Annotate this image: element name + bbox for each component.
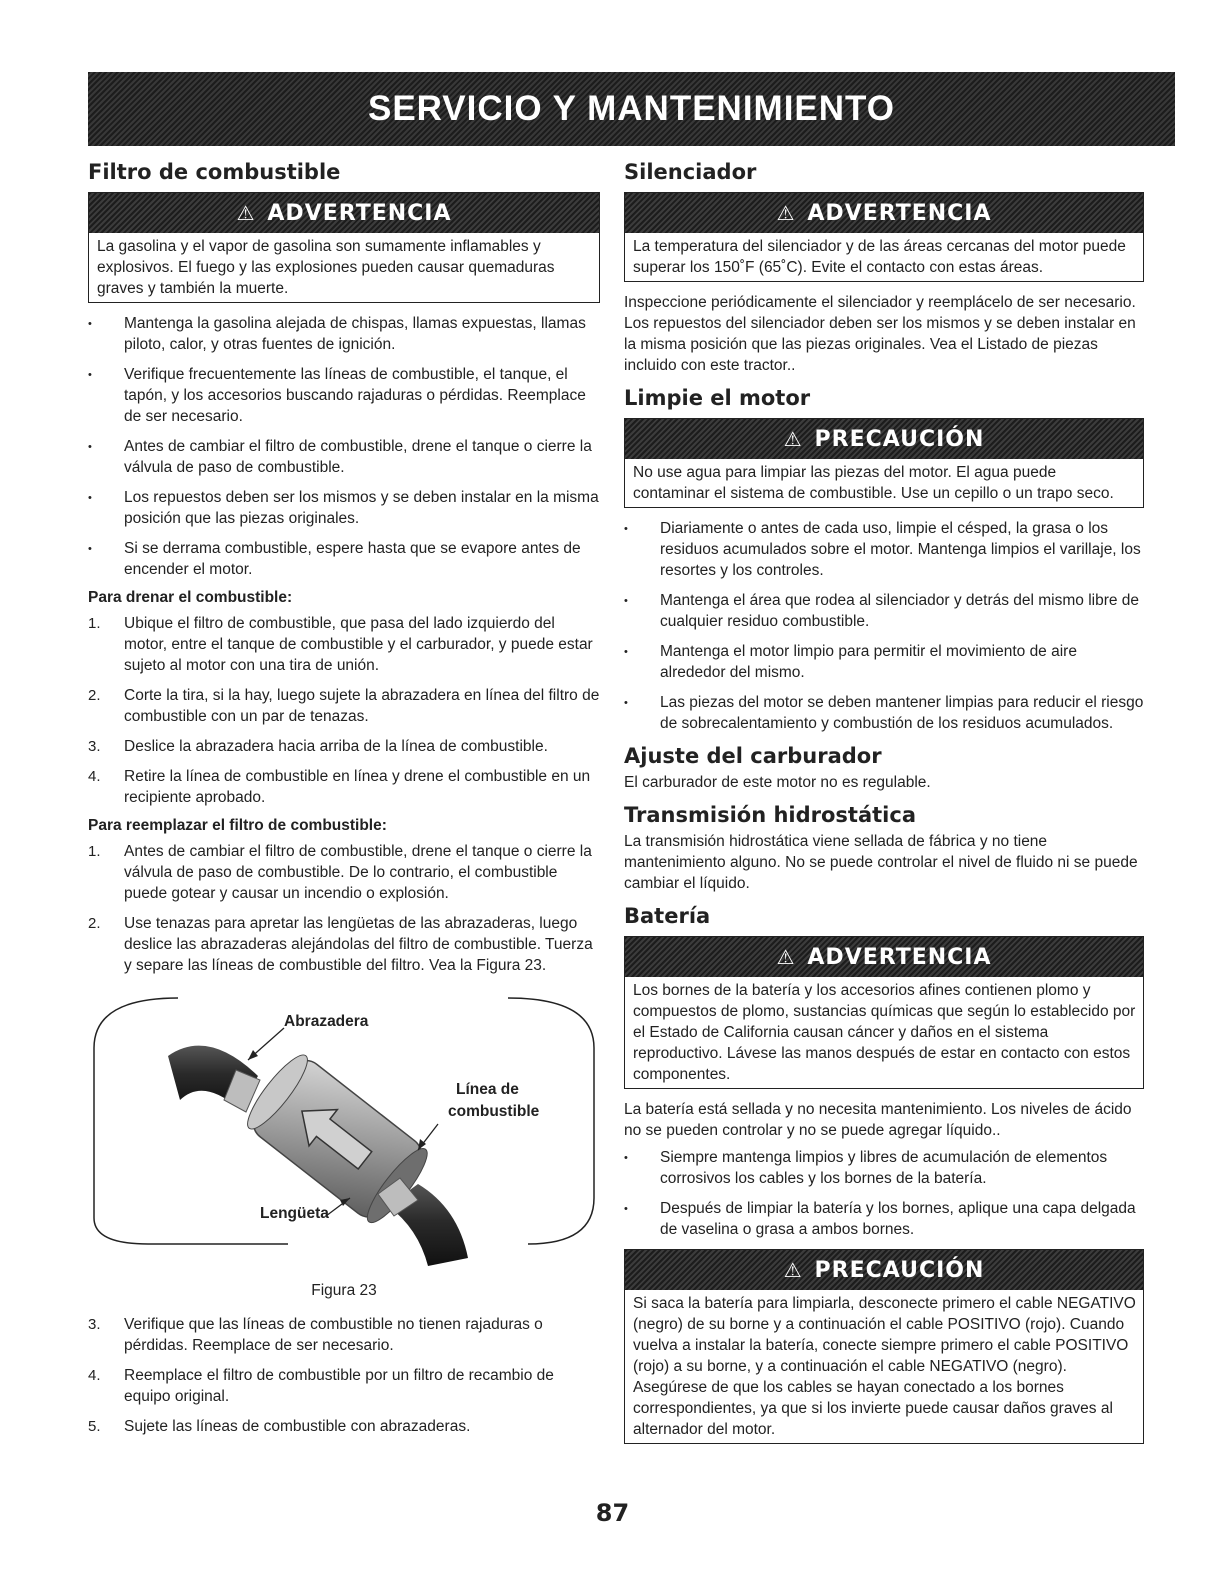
- list-item: 4. Retire la línea de combustible en línea y drene el combustible en un recipiente aprobado.: [88, 768, 591, 806]
- warning-triangle-icon: ⚠: [776, 201, 796, 225]
- battery-caution-box: [624, 1249, 1144, 1444]
- warning-header: [89, 193, 599, 233]
- transmission-body: La transmisión hidrostática viene sellada de fábrica y no tiene mantenimiento alguno. No se puede controlar el nivel de fluido ni se puede cambiar el líquido.: [624, 833, 1138, 892]
- caution-text: Si saca la batería para limpiarla, desconecte primero el cable NEGATIVO (negro) de su borne y a continuación el cable POSITIVO (rojo). Cuando vuelva a instalar la batería, conecte siempre primero el cable POSITIVO (rojo) a su borne, y a continuación el cable NEGATIVO (negro). Asegúrese de que los cables se hayan conectado a los bornes correspondientes, ya que si los invierte puede causar daños graves al alternador del motor.: [633, 1295, 1136, 1438]
- drain-heading: Para drenar el combustible:: [88, 589, 293, 606]
- warning-label: ADVERTENCIA: [807, 944, 992, 970]
- bullet-icon: •: [624, 697, 628, 709]
- muffler-warning-box: [624, 192, 1144, 282]
- list-item: 3. Deslice la abrazadera hacia arriba de la línea de combustible.: [88, 738, 548, 755]
- list-item: • Mantenga el motor limpio para permitir el movimiento de aire alrededor del mismo.: [624, 643, 1077, 681]
- list-item: • Siempre mantenga limpios y libres de acumulación de elementos corrosivos los cables y los bornes de la batería.: [624, 1149, 1108, 1187]
- clean-bullet-list: [624, 518, 1144, 734]
- clean-caution-box: [624, 418, 1144, 508]
- section-title-battery: Batería: [624, 904, 711, 928]
- bullet-icon: •: [624, 646, 628, 658]
- warning-text: La gasolina y el vapor de gasolina son sumamente inflamables y explosivos. El fuego y las explosiones pueden causar quemaduras graves y también la muerte.: [97, 238, 555, 297]
- bullet-icon: •: [624, 1152, 628, 1164]
- drain-steps-list: [88, 613, 600, 808]
- right-column: [624, 150, 1144, 1454]
- warning-text: La temperatura del silenciador y de las áreas cercanas del motor puede superar los 150˚F (65˚C). Evite el contacto con estas áreas.: [633, 238, 1126, 276]
- page-banner: SERVICIO Y MANTENIMIENTO: [88, 72, 1175, 146]
- bullet-icon: •: [624, 523, 628, 535]
- fuel-bullet-list: [88, 313, 600, 580]
- page-number: 87: [595, 1499, 630, 1527]
- list-item: • Diariamente o antes de cada uso, limpie el césped, la grasa o los residuos acumulados sobre el motor. Mantenga limpios el varillaje, los resortes y los controles.: [624, 520, 1141, 579]
- warning-triangle-icon: ⚠: [236, 201, 256, 225]
- replace-steps-list: [88, 841, 600, 976]
- carburetor-body: El carburador de este motor no es regulable.: [624, 774, 931, 791]
- warning-text: Los bornes de la batería y los accesorios afines contienen plomo y compuestos de plomo, sustancias químicas que según lo establecido por el Estado de California causan cáncer y daños en el sistema reproductivo. Lávese las manos después de estar en contacto con estos componentes.: [633, 982, 1136, 1083]
- list-item: 1. Ubique el filtro de combustible, que pasa del lado izquierdo del motor, entre el tanque de combustible y el carburador, y puede estar sujeto al motor con una tira de unión.: [88, 615, 593, 674]
- list-item: 1. Antes de cambiar el filtro de combustible, drene el tanque o cierre la válvula de paso de combustible. De lo contrario, el combustible puede gotear y causar un incendio o explosión.: [88, 843, 592, 902]
- section-title-transmission: Transmisión hidrostática: [624, 803, 916, 827]
- list-item: 2. Corte la tira, si la hay, luego sujete la abrazadera en línea del filtro de combustible con un par de tenazas.: [88, 687, 600, 725]
- warning-label: ADVERTENCIA: [267, 200, 452, 226]
- bullet-icon: •: [88, 441, 92, 453]
- caution-header: [625, 1250, 1143, 1290]
- section-title-clean-engine: Limpie el motor: [624, 386, 811, 410]
- figure-label-fuel-line-1: Línea de: [456, 1081, 519, 1098]
- list-item: • Mantenga el área que rodea al silenciador y detrás del mismo libre de cualquier residuo combustible.: [624, 592, 1140, 630]
- warning-header: [625, 193, 1143, 233]
- list-item: • Los repuestos deben ser los mismos y se deben instalar en la misma posición que las piezas originales.: [88, 489, 599, 527]
- list-item: 3. Verifique que las líneas de combustible no tienen rajaduras o pérdidas. Reemplace de ser necesario.: [88, 1316, 543, 1354]
- list-item: • Verifique frecuentemente las líneas de combustible, el tanque, el tapón, y los accesorios buscando rajaduras o pérdidas. Reemplace de ser necesario.: [88, 366, 586, 425]
- figure-label-clamp: Abrazadera: [284, 1013, 369, 1030]
- section-title-muffler: Silenciador: [624, 160, 757, 184]
- figure-label-tab: Lengüeta: [260, 1205, 329, 1222]
- left-column: [88, 150, 600, 1446]
- battery-bullet-list: [624, 1147, 1144, 1240]
- list-item: • Mantenga la gasolina alejada de chispas, llamas expuestas, llamas piloto, calor, y otras fuentes de ignición.: [88, 315, 586, 353]
- muffler-body: Inspeccione periódicamente el silenciador y reemplácelo de ser necesario. Los repuestos del silenciador deben ser los mismos y se deben instalar en la misma posición que las piezas originales. Vea el Listado de piezas incluido con este tractor..: [624, 294, 1136, 374]
- bullet-icon: •: [624, 1203, 628, 1215]
- bullet-icon: •: [624, 595, 628, 607]
- figure-label-fuel-line-2: combustible: [448, 1103, 540, 1120]
- bullet-icon: •: [88, 369, 92, 381]
- list-item: 4. Reemplace el filtro de combustible por un filtro de recambio de equipo original.: [88, 1367, 554, 1405]
- list-item: • Antes de cambiar el filtro de combustible, drene el tanque o cierre la válvula de paso de combustible.: [88, 438, 592, 476]
- list-item: 2. Use tenazas para apretar las lengüetas de las abrazaderas, luego deslice las abrazaderas alejándolas del filtro de combustible. Tuerza y separe las líneas de combustible del filtro. Vea la Figura 23.: [88, 915, 593, 974]
- battery-body: La batería está sellada y no necesita mantenimiento. Los niveles de ácido no se pueden controlar y no se puede agregar líquido..: [624, 1101, 1132, 1139]
- section-title-carburetor: Ajuste del carburador: [624, 744, 882, 768]
- caution-header: [625, 419, 1143, 459]
- figure-caption: Figura 23: [311, 1282, 377, 1299]
- list-item: • Después de limpiar la batería y los bornes, aplique una capa delgada de vaselina o grasa a ambos bornes.: [624, 1200, 1136, 1238]
- warning-triangle-icon: ⚠: [783, 1258, 803, 1282]
- fuel-warning-box: [88, 192, 600, 303]
- battery-warning-box: [624, 936, 1144, 1089]
- section-title-fuel-filter: Filtro de combustible: [88, 160, 341, 184]
- caution-text: No use agua para limpiar las piezas del motor. El agua puede contaminar el sistema de combustible. Use un cepillo o un trapo seco.: [633, 464, 1114, 502]
- warning-triangle-icon: ⚠: [783, 427, 803, 451]
- list-item: • Las piezas del motor se deben mantener limpias para reducir el riesgo de sobrecalentamiento y combustión de los residuos acumulados.: [624, 694, 1144, 732]
- warning-triangle-icon: ⚠: [776, 945, 796, 969]
- caution-label: PRECAUCIÓN: [814, 426, 985, 452]
- caution-label: PRECAUCIÓN: [814, 1257, 985, 1283]
- list-item: 5. Sujete las líneas de combustible con abrazaderas.: [88, 1418, 471, 1435]
- replace-heading: Para reemplazar el filtro de combustible:: [88, 817, 387, 834]
- warning-label: ADVERTENCIA: [807, 200, 992, 226]
- list-item: • Si se derrama combustible, espere hasta que se evapore antes de encender el motor.: [88, 540, 581, 578]
- warning-header: [625, 937, 1143, 977]
- bullet-icon: •: [88, 492, 92, 504]
- replace-steps-list-continued: [88, 1314, 600, 1437]
- bullet-icon: •: [88, 543, 92, 555]
- bullet-icon: •: [88, 318, 92, 330]
- fuel-filter-figure: [88, 988, 600, 1276]
